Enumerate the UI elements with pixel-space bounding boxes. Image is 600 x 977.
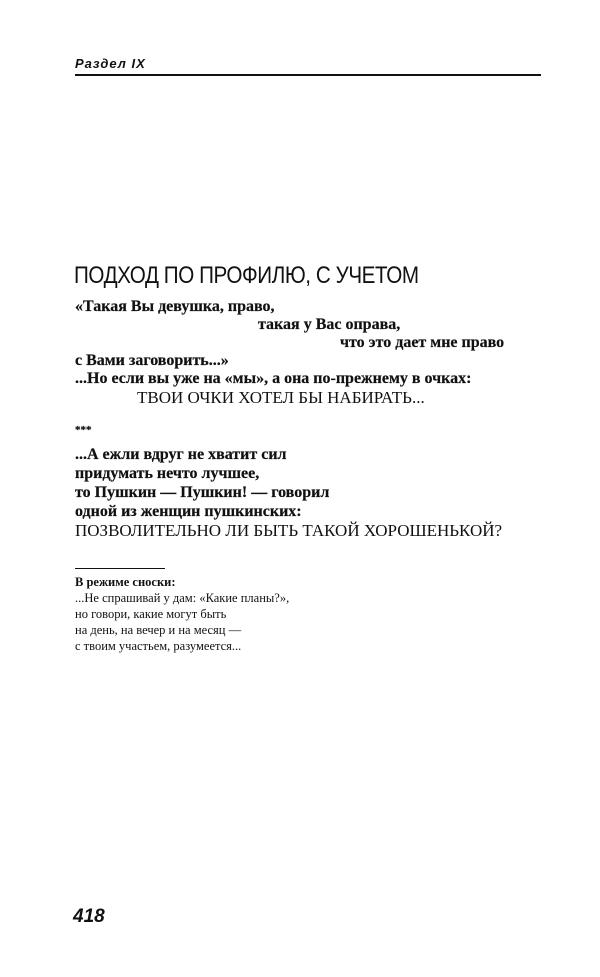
- verse-line: что это дает мне право: [340, 334, 505, 351]
- footnote-line: с твоим участьем, разумеется...: [75, 639, 242, 653]
- page-number: 418: [73, 906, 105, 927]
- verse-line: то Пушкин — Пушкин! — говорил: [75, 484, 330, 501]
- footnote-rule: [75, 568, 165, 569]
- footnote-line: на день, на вечер и на месяц —: [75, 623, 242, 637]
- separator: ***: [75, 424, 92, 436]
- verse-line: ...А ежли вдруг не хватит сил: [75, 446, 287, 463]
- verse-line-caps: ПОЗВОЛИТЕЛЬНО ЛИ БЫТЬ ТАКОЙ ХОРОШЕНЬКОЙ?: [75, 521, 503, 540]
- verse-line: такая у Вас оправа,: [258, 316, 401, 333]
- verse-line-caps: ТВОИ ОЧКИ ХОТЕЛ БЫ НАБИРАТЬ...: [137, 388, 425, 407]
- verse-line: придумать нечто лучшее,: [75, 465, 260, 482]
- verse-line: «Такая Вы девушка, право,: [75, 298, 275, 315]
- footnote-line: но говори, какие могут быть: [75, 607, 227, 621]
- verse-line: с Вами заговорить...»: [75, 352, 229, 369]
- verse-line: одной из женщин пушкинских:: [75, 503, 302, 520]
- footnote-heading: В режиме сноски:: [75, 575, 176, 589]
- footnote-line: ...Не спрашивай у дам: «Какие планы?»,: [75, 591, 290, 605]
- section-title: ПОДХОД ПО ПРОФИЛЮ, С УЧЕТОМ: [74, 262, 419, 289]
- header-rule: [75, 74, 541, 76]
- running-header: Раздел IX: [75, 56, 146, 71]
- verse-line: ...Но если вы уже на «мы», а она по-прежнему в очках:: [75, 370, 472, 387]
